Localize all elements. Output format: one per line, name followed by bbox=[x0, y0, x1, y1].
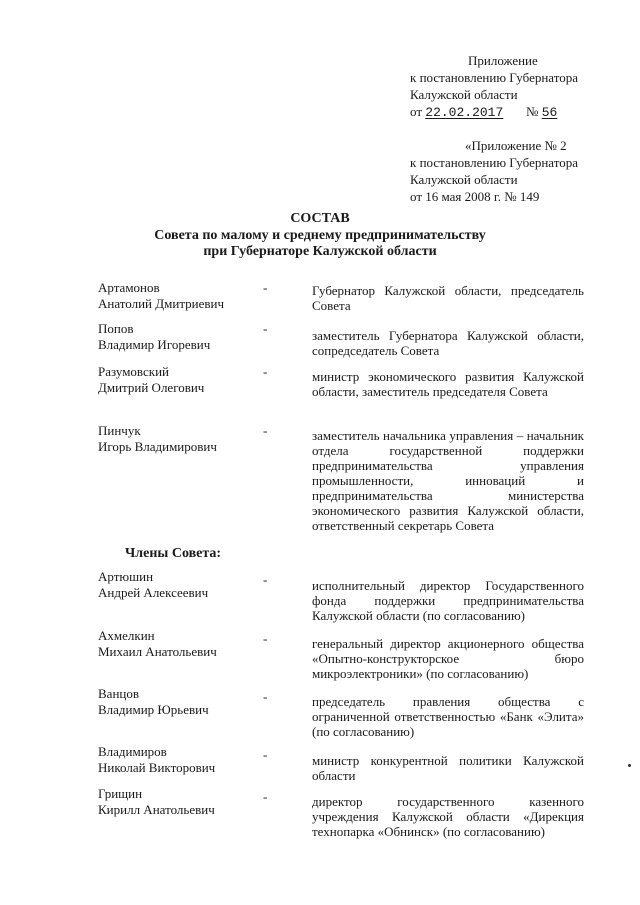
person-name bbox=[98, 280, 224, 312]
dash: - bbox=[263, 572, 268, 587]
dash: - bbox=[263, 789, 268, 804]
given-name: Владимир Юрьевич bbox=[98, 702, 209, 717]
given-name: Анатолий Дмитриевич bbox=[98, 296, 225, 311]
scan-speck bbox=[628, 764, 631, 767]
person-name bbox=[98, 628, 217, 660]
appendix-header bbox=[410, 52, 578, 121]
surname: Владимиров bbox=[98, 744, 167, 759]
document-subtitle: Совета по малому и среднему предпринимательству bbox=[154, 228, 486, 243]
given-name: Андрей Алексеевич bbox=[98, 585, 209, 600]
surname: Разумовский bbox=[98, 364, 169, 379]
surname: Артамонов bbox=[98, 280, 160, 295]
surname: Пинчук bbox=[98, 423, 141, 438]
document-subtitle: при Губернаторе Калужской области bbox=[203, 244, 437, 259]
given-name: Игорь Владимирович bbox=[98, 439, 217, 454]
appendix2-line: от 16 мая 2008 г. № 149 bbox=[410, 189, 540, 204]
document-title: СОСТАВ bbox=[290, 211, 350, 226]
surname: Грищин bbox=[98, 786, 143, 801]
person-name bbox=[98, 569, 208, 601]
dash: - bbox=[263, 631, 268, 646]
dash: - bbox=[263, 321, 268, 336]
appendix2-line: к постановлению Губернатора bbox=[410, 155, 579, 170]
dash: - bbox=[263, 689, 268, 704]
surname: Ванцов bbox=[98, 686, 139, 701]
appendix-date-line bbox=[410, 103, 578, 121]
person-role: исполнительный директор Государственного фонда поддержки предпринимательства Калужской области (по согласованию) bbox=[312, 578, 584, 623]
person-name bbox=[98, 364, 204, 396]
person-role: генеральный директор акционерного общества «Опытно-конструкторское бюро микроэлектроники» (по согласованию) bbox=[312, 636, 584, 681]
appendix2-header bbox=[410, 137, 578, 205]
dash: - bbox=[263, 364, 268, 379]
appendix-line: к постановлению Губернатора bbox=[410, 70, 579, 85]
appendix2-line: Калужской области bbox=[410, 172, 518, 187]
given-name: Михаил Анатольевич bbox=[98, 644, 217, 659]
appendix-line: Приложение bbox=[468, 53, 538, 68]
person-name bbox=[98, 686, 209, 718]
person-role: председатель правления общества с ограниченной ответственностью «Банк «Элита» (по согласованию) bbox=[312, 694, 584, 739]
date-prefix: от bbox=[410, 104, 423, 119]
person-role: Губернатор Калужской области, председатель Совета bbox=[312, 283, 584, 313]
handwritten-number: 56 bbox=[541, 105, 558, 120]
person-role: заместитель Губернатора Калужской области, сопредседатель Совета bbox=[312, 328, 584, 358]
dash: - bbox=[263, 423, 268, 438]
appendix2-line: «Приложение № 2 bbox=[465, 138, 567, 153]
person-name bbox=[98, 423, 217, 455]
given-name: Николай Викторович bbox=[98, 760, 216, 775]
surname: Попов bbox=[98, 321, 134, 336]
person-role: директор государственного казенного учреждения Калужской области «Дирекция технопарка «Обнинск» (по согласованию) bbox=[312, 794, 584, 839]
person-role: министр экономического развития Калужской области, заместитель председателя Совета bbox=[312, 369, 584, 399]
person-name bbox=[98, 786, 215, 818]
person-role: заместитель начальника управления – начальник отдела государственной поддержки предпринимательства управления промышленности, инноваций и предпринимательства министерства экономического развития Калужской области, ответственный секретарь Совета bbox=[312, 428, 584, 533]
dash: - bbox=[263, 280, 268, 295]
person-name bbox=[98, 321, 210, 353]
given-name: Владимир Игоревич bbox=[98, 337, 211, 352]
members-heading: Члены Совета: bbox=[125, 546, 222, 561]
surname: Ахмелкин bbox=[98, 628, 155, 643]
handwritten-date: 22.02.2017 bbox=[425, 105, 504, 120]
number-prefix: № bbox=[526, 104, 539, 119]
appendix-line: Калужской области bbox=[410, 87, 518, 102]
surname: Артюшин bbox=[98, 569, 154, 584]
given-name: Дмитрий Олегович bbox=[98, 380, 205, 395]
given-name: Кирилл Анатольевич bbox=[98, 802, 215, 817]
person-name bbox=[98, 744, 215, 776]
dash: - bbox=[263, 747, 268, 762]
person-role: министр конкурентной политики Калужской области bbox=[312, 753, 584, 783]
